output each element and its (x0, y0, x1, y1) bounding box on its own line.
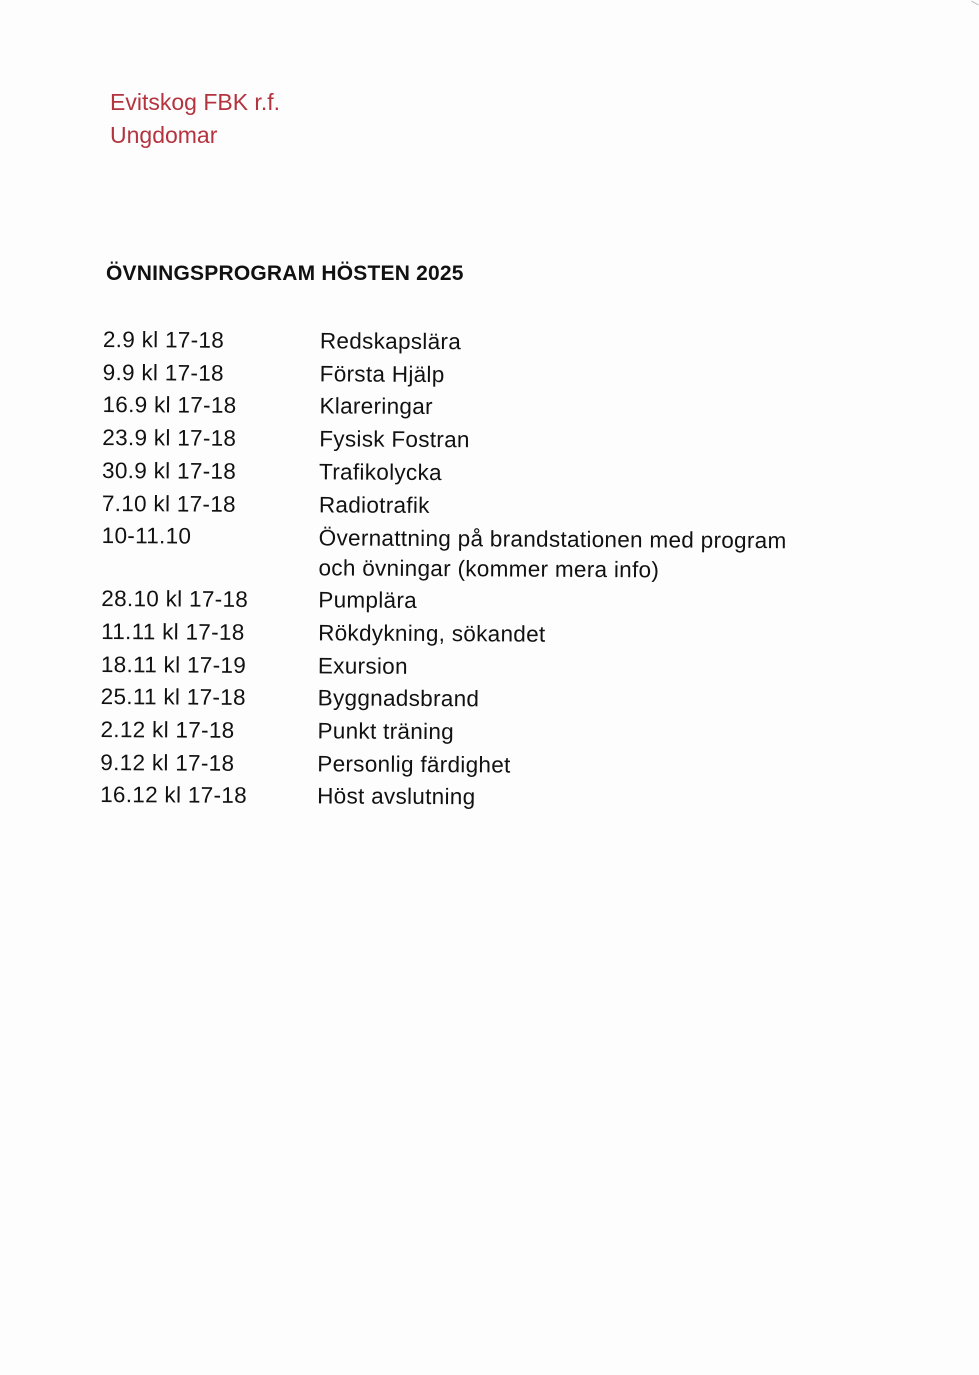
schedule-date: 16.9 kl 17-18 (102, 392, 237, 419)
schedule-row (101, 583, 821, 620)
schedule-date: 11.11 kl 17-18 (101, 618, 245, 645)
schedule-activity: Första Hjälp (319, 361, 445, 387)
schedule-row (101, 681, 821, 718)
schedule-activity: Klareringar (319, 393, 433, 420)
schedule-date: 9.12 kl 17-18 (100, 749, 235, 776)
schedule-activity: Punkt träning (317, 718, 455, 745)
schedule-activity: Höst avslutning (317, 783, 476, 810)
schedule-row (101, 649, 821, 686)
schedule-activity: Pumplära (318, 587, 418, 614)
organization-subtitle: Ungdomar (110, 122, 218, 148)
schedule-activity: Exursion (317, 652, 408, 679)
schedule-row (102, 389, 822, 426)
schedule-date: 10-11.10 (101, 523, 192, 549)
schedule-date: 2.9 kl 17-18 (102, 326, 225, 353)
organization-header (110, 86, 280, 152)
schedule-date: 7.10 kl 17-18 (101, 490, 236, 517)
schedule-activity: Redskapslära (319, 328, 462, 355)
schedule-activity: Personlig färdighet (317, 751, 511, 778)
schedule-activity: Byggnadsbrand (317, 685, 480, 712)
schedule-row (100, 779, 820, 816)
schedule-row (100, 714, 820, 751)
schedule-date: 23.9 kl 17-18 (102, 425, 237, 451)
schedule-date: 9.9 kl 17-18 (102, 359, 224, 386)
schedule-date: 18.11 kl 17-19 (100, 651, 247, 678)
schedule-date: 2.12 kl 17-18 (100, 717, 235, 743)
schedule-activity: Fysisk Fostran (319, 426, 470, 453)
schedule-date: 25.11 kl 17-18 (100, 684, 246, 711)
schedule-row (102, 422, 822, 459)
schedule-activity: Radiotrafik (318, 491, 430, 518)
schedule-row (103, 357, 823, 394)
schedule-row (101, 520, 821, 587)
page-title: ÖVNINGSPROGRAM HÖSTEN 2025 (106, 262, 464, 285)
schedule-date: 30.9 kl 17-18 (102, 457, 237, 484)
schedule-row (103, 324, 823, 361)
schedule-row (102, 488, 822, 525)
schedule-activity: Rökdykning, sökandet (318, 620, 546, 647)
schedule-list (100, 324, 823, 817)
schedule-date: 28.10 kl 17-18 (101, 586, 249, 613)
schedule-row (101, 616, 821, 653)
schedule-activity: Övernattning på brandstationen med program och övningar (kommer mera info) (318, 525, 787, 583)
schedule-row (100, 747, 820, 784)
schedule-row (102, 455, 822, 492)
schedule-date: 16.12 kl 17-18 (100, 782, 248, 809)
organization-name: Evitskog FBK r.f. (110, 89, 280, 115)
scan-mark (967, 1, 978, 13)
schedule-activity: Trafikolycka (319, 459, 442, 485)
